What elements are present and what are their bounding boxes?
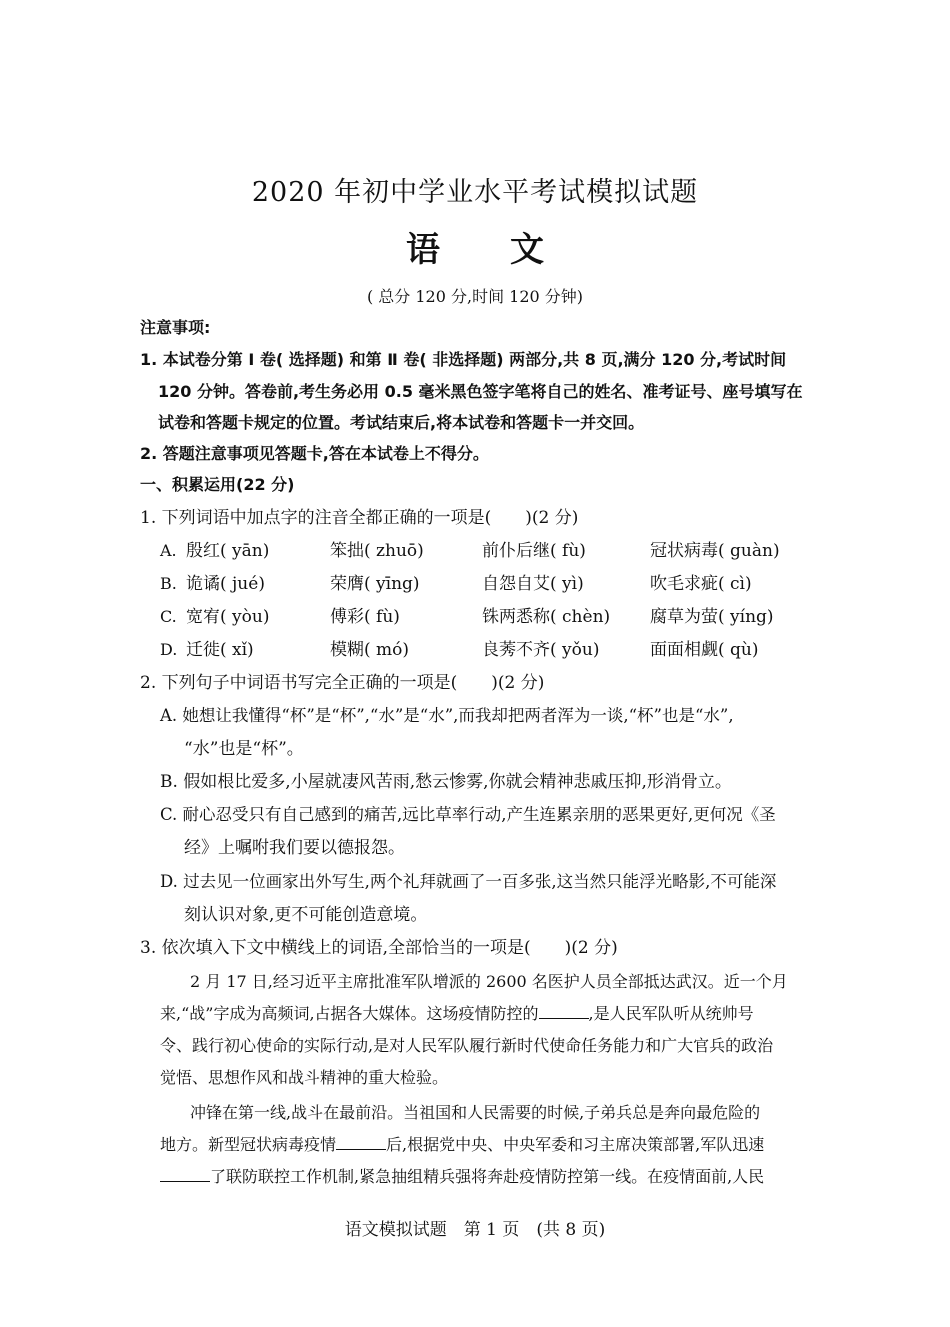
option-word: 腐草为萤( yíng) [650,607,774,627]
question-3-stem: 3. 依次填入下文中横线上的词语,全部恰当的一项是( )(2 分) [140,938,618,958]
notice-item-1-line-3: 试卷和答题卡规定的位置。考试结束后,将本试卷和答题卡一并交回。 [158,413,645,432]
passage-text: 地方。新型冠状病毒疫情 [160,1135,337,1154]
notice-item-1-line-1: 1. 本试卷分第 Ⅰ 卷( 选择题) 和第 Ⅱ 卷( 非选择题) 两部分,共 8 页,满分 120 分,考试时间 [140,350,787,369]
question-2-option-b: B. 假如根比爱多,小屋就凄风苦雨,愁云惨雾,你就会精神悲戚压抑,形消骨立。 [160,772,732,792]
passage-1-line-3: 令、践行初心使命的实际行动,是对人民军队履行新时代使命任务能力和广大官兵的政治 [160,1036,774,1055]
option-word: 傅彩( fù) [330,607,400,627]
passage-text: 后,根据党中央、中央军委和习主席决策部署,军队迅速 [386,1135,765,1154]
question-2-option-a-line-2: “水”也是“杯”。 [184,739,304,759]
option-word: 模糊( mó) [330,640,410,660]
passage-2-line-1: 冲锋在第一线,战斗在最前沿。当祖国和人民需要的时候,子弟兵总是奔向最危险的 [190,1103,761,1122]
notice-item-2: 2. 答题注意事项见答题卡,答在本试卷上不得分。 [140,444,489,463]
option-letter: D. [160,640,178,659]
question-2-option-a-line-1: A. 她想让我懂得“杯”是“杯”,“水”是“水”,而我却把两者浑为一谈,“杯”也是“水”, [160,706,734,725]
passage-text: ,是人民军队听从统帅号 [588,1004,754,1023]
question-1-stem: 1. 下列词语中加点字的注音全都正确的一项是( )(2 分) [140,508,579,528]
notice-heading: 注意事项: [140,318,211,337]
option-word: 迁徙( xǐ) [186,640,254,660]
option-word: 荣膺( yīng) [330,574,420,594]
passage-2-line-2 [160,1135,890,1155]
option-word: 笨拙( zhuō) [330,541,424,561]
question-2-stem: 2. 下列句子中词语书写完全正确的一项是( )(2 分) [140,673,545,693]
notice-item-1-line-2: 120 分钟。答卷前,考生务必用 0.5 毫米黑色签字笔将自己的姓名、准考证号、座号填写在 [158,382,803,401]
question-2-option-d-line-1: D. 过去见一位画家出外写生,两个礼拜就画了一百多张,这当然只能浮光略影,不可能深 [160,872,777,891]
subject-title: 语文 [406,230,614,270]
option-word: 面面相觑( qù) [650,640,759,660]
option-word: 诡谲( jué) [186,574,265,594]
question-2-option-c-line-1: C. 耐心忍受只有自己感到的痛苦,远比草率行动,产生连累亲朋的恶果更好,更何况《圣 [160,805,776,824]
fill-blank-2[interactable] [336,1135,386,1150]
option-word: 冠状病毒( guàn) [650,541,780,561]
page-footer: 语文模拟试题 第 1 页 (共 8 页) [344,1220,606,1240]
passage-text: 来,“战”字成为高频词,占据各大媒体。这场疫情防控的 [160,1004,539,1023]
option-word: 铢两悉称( chèn) [482,607,611,627]
passage-1-line-1: 2 月 17 日,经习近平主席批准军队增派的 2600 名医护人员全部抵达武汉。近一个月 [190,972,788,991]
question-2-option-d-line-2: 刻认识对象,更不可能创造意境。 [184,905,428,925]
option-word: 前仆后继( fù) [482,541,586,561]
option-word: 良莠不齐( yǒu) [482,640,600,660]
passage-1-line-4: 觉悟、思想作风和战斗精神的重大检验。 [160,1068,449,1087]
option-letter: C. [160,607,177,626]
fill-blank-1[interactable] [539,1004,589,1019]
option-word: 吹毛求疵( cì) [650,574,752,594]
option-word: 殷红( yān) [186,541,270,561]
fill-blank-3[interactable] [160,1167,210,1182]
option-word: 宽宥( yòu) [186,607,270,627]
question-2-option-c-line-2: 经》上嘱咐我们要以德报怨。 [184,838,405,858]
exam-title: 2020 年初中学业水平考试模拟试题 [251,177,699,208]
passage-text: 了联防联控工作机制,紧急抽组精兵强将奔赴疫情防控第一线。在疫情面前,人民 [210,1167,765,1186]
passage-2-line-3 [160,1167,890,1187]
option-letter: B. [160,574,177,593]
passage-1-line-2 [160,1004,890,1024]
option-letter: A. [160,541,177,560]
section-1-heading: 一、积累运用(22 分) [140,475,295,494]
option-word: 自怨自艾( yì) [482,574,584,594]
score-info: ( 总分 120 分,时间 120 分钟) [366,287,584,306]
